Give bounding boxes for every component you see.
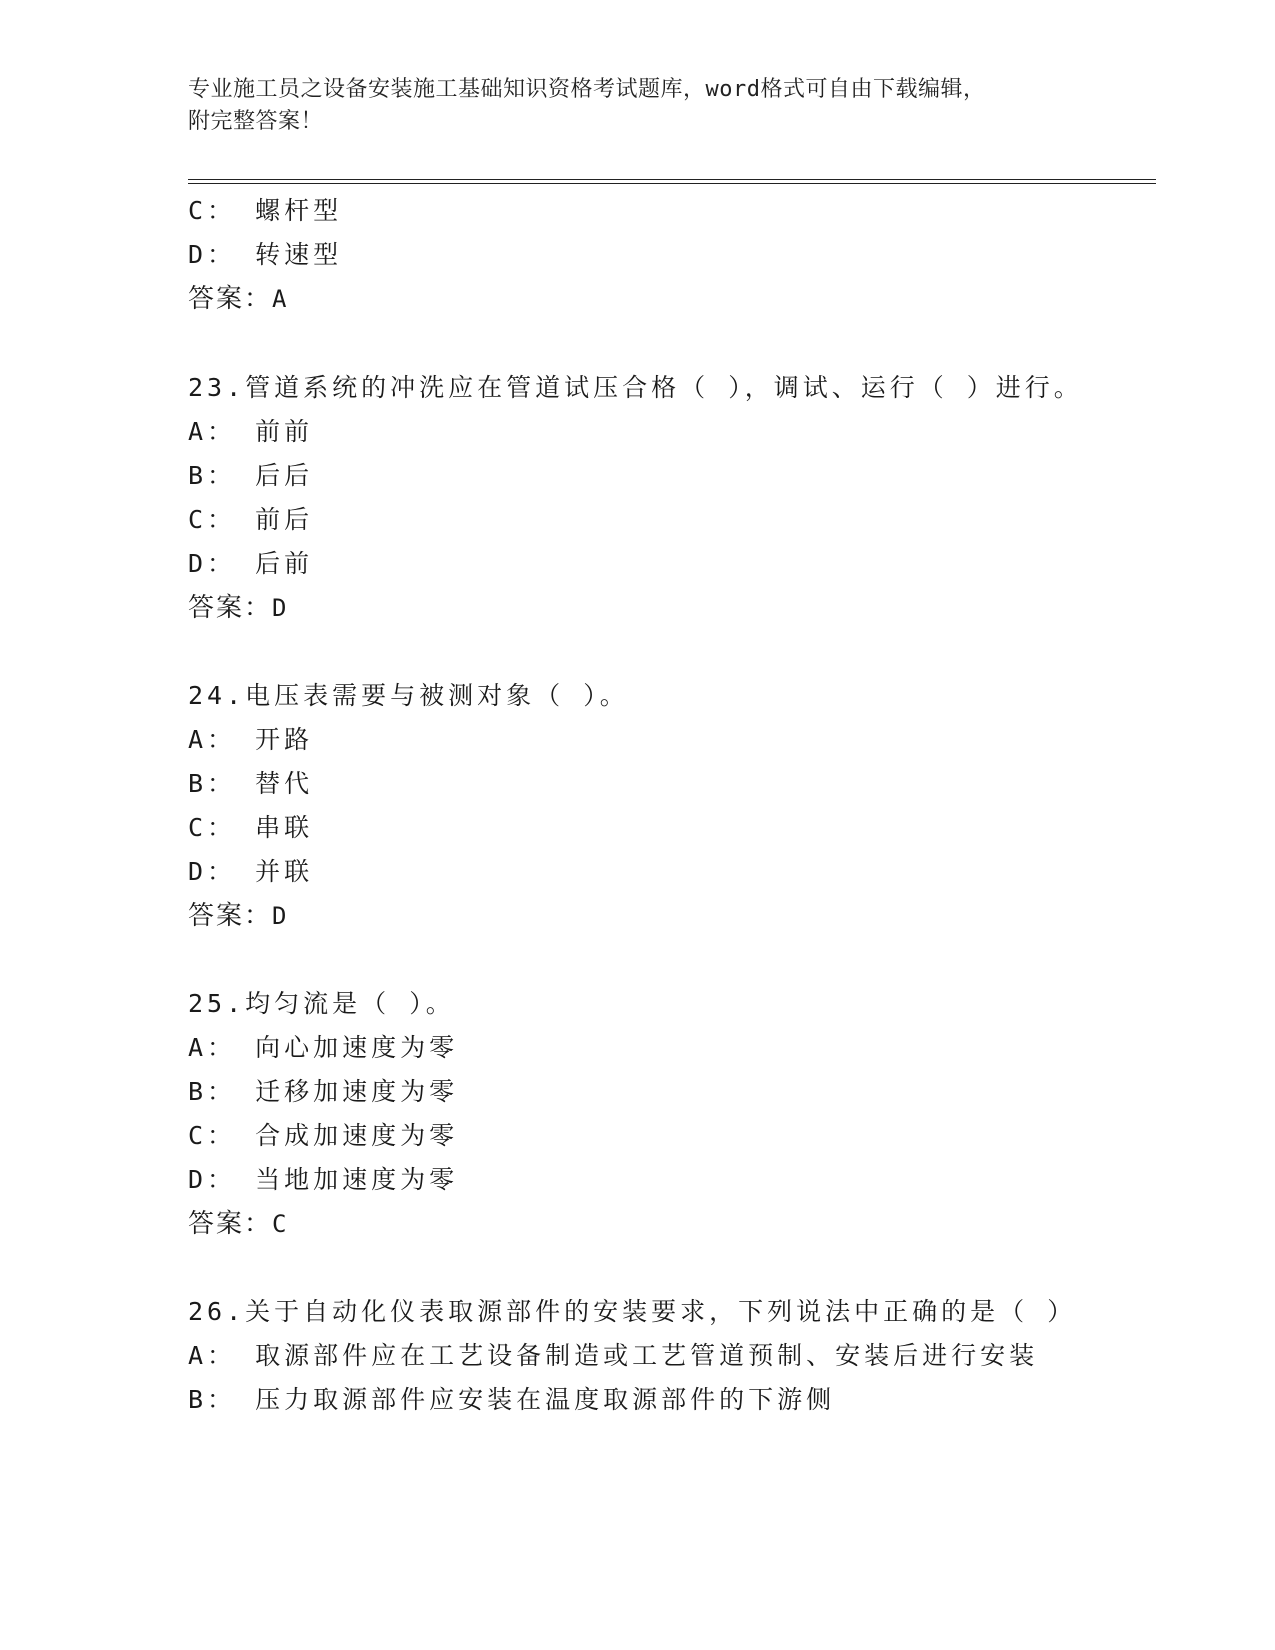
option-b: B： 压力取源部件应安装在温度取源部件的下游侧 <box>188 1385 836 1414</box>
answer-label: 答案： <box>188 1209 273 1239</box>
question-stem: 26.关于自动化仪表取源部件的安装要求，下列说法中正确的是（ ） <box>188 1297 1077 1326</box>
question-stem: 24.电压表需要与被测对象（ ）。 <box>188 681 629 710</box>
answer-label: 答案： <box>188 284 273 314</box>
header-divider-top <box>188 179 1156 180</box>
option-b: B： 替代 <box>188 769 314 798</box>
header-divider-bottom <box>188 183 1156 184</box>
answer-value: D <box>272 594 289 622</box>
question-stem: 25.均匀流是（ ）。 <box>188 989 455 1018</box>
question-stem: 23.管道系统的冲洗应在管道试压合格（ ），调试、运行（ ）进行。 <box>188 373 1083 402</box>
option-a: A： 取源部件应在工艺设备制造或工艺管道预制、安装后进行安装 <box>188 1341 1039 1370</box>
option-a: A： 前前 <box>188 417 314 446</box>
option-a: A： 开路 <box>188 725 314 754</box>
option-b: B： 迁移加速度为零 <box>188 1077 459 1106</box>
answer-value: C <box>272 1210 289 1238</box>
option-d: D： 并联 <box>188 857 314 886</box>
option-b: B： 后后 <box>188 461 314 490</box>
option-a: A： 向心加速度为零 <box>188 1033 459 1062</box>
option-c: C： 螺杆型 <box>188 196 343 225</box>
option-d: D： 后前 <box>188 549 314 578</box>
header-line-2: 附完整答案！ <box>188 109 324 134</box>
option-c: C： 前后 <box>188 505 314 534</box>
option-d: D： 转速型 <box>188 240 343 269</box>
answer-value: D <box>272 902 289 930</box>
answer-line <box>188 901 288 931</box>
option-c: C： 串联 <box>188 813 314 842</box>
answer-label: 答案： <box>188 593 273 623</box>
option-d: D： 当地加速度为零 <box>188 1165 459 1194</box>
option-c: C： 合成加速度为零 <box>188 1121 459 1150</box>
answer-line <box>188 284 288 314</box>
answer-value: A <box>272 285 289 313</box>
document-header <box>188 74 1068 138</box>
header-line-1: 专业施工员之设备安装施工基础知识资格考试题库，word格式可自由下载编辑， <box>188 77 986 102</box>
answer-line <box>188 593 288 623</box>
answer-label: 答案： <box>188 901 273 931</box>
answer-line <box>188 1209 288 1239</box>
